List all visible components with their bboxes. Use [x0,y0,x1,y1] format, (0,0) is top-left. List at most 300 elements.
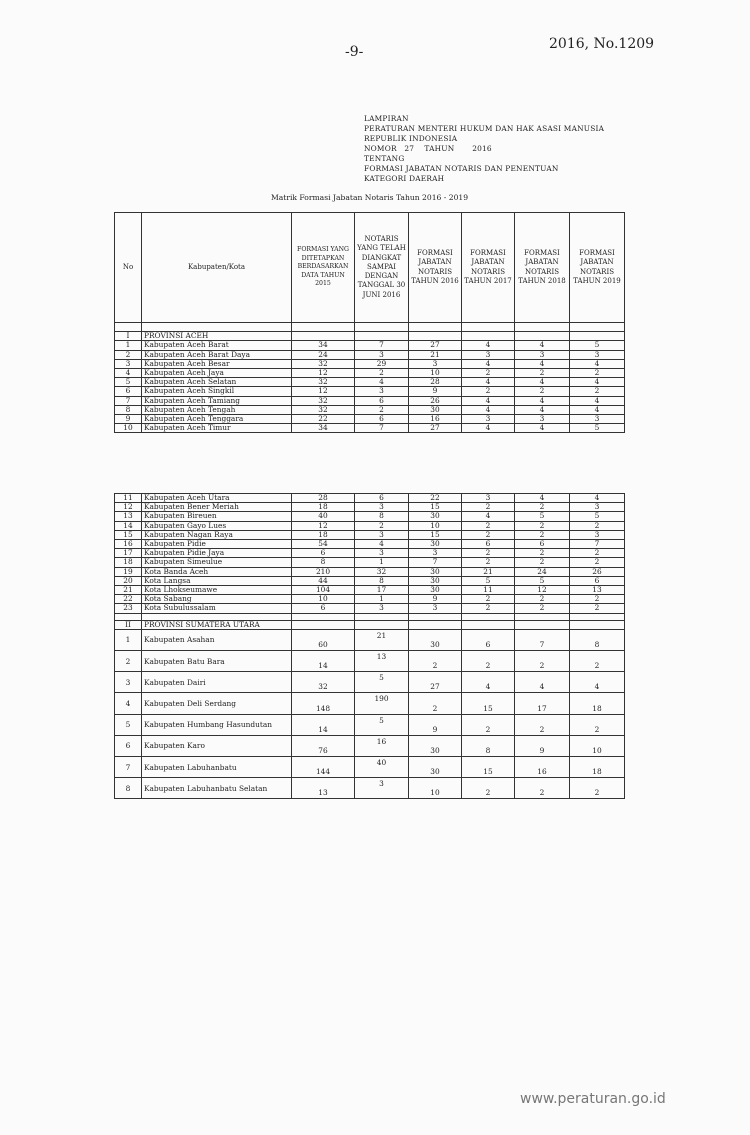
cell-formasi-2016: 27 [409,424,462,433]
cell-notaris-diangkat: 1 [355,558,409,567]
cell-formasi-2019: 5 [570,512,625,521]
table-row [115,424,625,433]
cell-formasi-2018: 16 [515,756,570,777]
cell-notaris-diangkat: 190 [355,693,409,714]
cell-no: 6 [115,735,142,756]
formasi-table-part-1 [114,212,625,433]
cell-no: 19 [115,567,142,576]
cell-formasi-2018 [515,332,570,341]
cell-formasi-2018: 12 [515,586,570,595]
cell-formasi-2019: 4 [570,494,625,503]
cell-notaris-diangkat: 2 [355,369,409,378]
cell-formasi-2018: 2 [515,549,570,558]
cell-kabupaten: Kabupaten Aceh Selatan [142,378,292,387]
cell-formasi-2017: 5 [462,576,515,585]
cell-formasi-2017: 2 [462,369,515,378]
cell-kabupaten: Kabupaten Aceh Barat [142,341,292,350]
table-row [115,350,625,359]
cell-formasi-2017: 4 [462,512,515,521]
cell-formasi-2016: 28 [409,378,462,387]
cell-formasi-2016: 3 [409,549,462,558]
cell-formasi-2015: 32 [292,405,355,414]
cell-kabupaten: Kabupaten Batu Bara [142,651,292,672]
cell-formasi-2016: 2 [409,693,462,714]
cell-no: 13 [115,512,142,521]
cell-no: 16 [115,540,142,549]
lampiran-line: NOMOR 27 TAHUN 2016 [364,144,492,153]
cell-formasi-2018: 4 [515,341,570,350]
cell-formasi-2017: 2 [462,387,515,396]
cell-no: 1 [115,341,142,350]
cell-notaris-diangkat: 5 [355,672,409,693]
cell-kabupaten: Kabupaten Labuhanbatu Selatan [142,778,292,799]
table-row [115,396,625,405]
cell-formasi-2015: 32 [292,396,355,405]
cell-formasi-2018: 4 [515,424,570,433]
cell-formasi-2018: 5 [515,576,570,585]
col-header-kabupaten: Kabupaten/Kota [142,213,292,323]
cell-formasi-2019: 18 [570,756,625,777]
empty-cell [115,613,142,620]
cell-notaris-diangkat: 8 [355,512,409,521]
cell-notaris-diangkat: 3 [355,778,409,799]
province-row [115,620,625,629]
cell-formasi-2016: 30 [409,512,462,521]
cell-kabupaten: Kabupaten Asahan [142,629,292,650]
cell-formasi-2018: 2 [515,521,570,530]
cell-formasi-2015: 76 [292,735,355,756]
cell-formasi-2018: 2 [515,604,570,613]
cell-no: 7 [115,396,142,405]
cell-formasi-2018: 4 [515,405,570,414]
cell-formasi-2019: 26 [570,567,625,576]
cell-formasi-2015: 18 [292,530,355,539]
cell-formasi-2015: 40 [292,512,355,521]
cell-formasi-2019: 2 [570,521,625,530]
cell-formasi-2017: 3 [462,494,515,503]
cell-notaris-diangkat: 3 [355,503,409,512]
cell-formasi-2017: 4 [462,672,515,693]
col-header-formasi-2017: FORMASI JABATAN NOTARIS TAHUN 2017 [462,213,515,323]
cell-notaris-diangkat: 17 [355,586,409,595]
cell-formasi-2015: 60 [292,629,355,650]
cell-notaris-diangkat: 6 [355,494,409,503]
empty-cell [409,613,462,620]
cell-kabupaten: Kabupaten Aceh Jaya [142,369,292,378]
cell-kabupaten: Kabupaten Aceh Tenggara [142,415,292,424]
table-row [115,549,625,558]
cell-formasi-2019: 2 [570,595,625,604]
cell-no: 5 [115,378,142,387]
cell-kabupaten: Kabupaten Labuhanbatu [142,756,292,777]
cell-formasi-2017: 2 [462,521,515,530]
cell-formasi-2017: 2 [462,503,515,512]
cell-formasi-2019: 2 [570,549,625,558]
table-row [115,604,625,613]
cell-no: 6 [115,387,142,396]
table-row [115,651,625,672]
cell-formasi-2017: 11 [462,586,515,595]
empty-cell [515,620,570,629]
table-row [115,387,625,396]
cell-formasi-2015: 13 [292,778,355,799]
cell-notaris-diangkat: 3 [355,549,409,558]
cell-no: 22 [115,595,142,604]
cell-formasi-2019: 2 [570,651,625,672]
cell-notaris-diangkat: 5 [355,714,409,735]
cell-kabupaten: Kota Subulussalam [142,604,292,613]
cell-formasi-2016: 27 [409,672,462,693]
cell-formasi-2018: 2 [515,558,570,567]
cell-formasi-2015: 10 [292,595,355,604]
cell-no: 23 [115,604,142,613]
cell-notaris-diangkat: 2 [355,405,409,414]
empty-cell [355,620,409,629]
cell-no: 12 [115,503,142,512]
cell-formasi-2019: 3 [570,503,625,512]
cell-no: II [115,620,142,629]
table-row [115,378,625,387]
cell-formasi-2017: 2 [462,714,515,735]
cell-kabupaten: Kabupaten Bireuen [142,512,292,521]
cell-kabupaten: Kabupaten Aceh Timur [142,424,292,433]
cell-no: 20 [115,576,142,585]
table-row [115,595,625,604]
cell-kabupaten: Kabupaten Pidie Jaya [142,549,292,558]
cell-formasi-2017: 2 [462,778,515,799]
cell-formasi-2017: 3 [462,350,515,359]
cell-notaris-diangkat: 29 [355,359,409,368]
cell-no: 3 [115,359,142,368]
cell-formasi-2015: 32 [292,672,355,693]
cell-notaris-diangkat: 3 [355,604,409,613]
province-row [115,332,625,341]
cell-formasi-2015: 6 [292,549,355,558]
cell-formasi-2015 [292,332,355,341]
cell-formasi-2018: 2 [515,778,570,799]
cell-formasi-2017: 2 [462,549,515,558]
cell-notaris-diangkat: 3 [355,350,409,359]
cell-formasi-2018: 2 [515,369,570,378]
lampiran-line: TENTANG [364,154,405,163]
table-row [115,512,625,521]
cell-formasi-2015: 12 [292,369,355,378]
cell-notaris-diangkat: 8 [355,576,409,585]
cell-no: 15 [115,530,142,539]
cell-formasi-2016: 3 [409,604,462,613]
table-row [115,405,625,414]
cell-notaris-diangkat: 6 [355,396,409,405]
cell-formasi-2016: 7 [409,558,462,567]
cell-kabupaten: Kabupaten Nagan Raya [142,530,292,539]
cell-kabupaten: PROVINSI SUMATERA UTARA [142,620,292,629]
empty-cell [355,613,409,620]
cell-notaris-diangkat: 16 [355,735,409,756]
cell-formasi-2019: 5 [570,341,625,350]
spacer-row [115,613,625,620]
cell-formasi-2017: 6 [462,629,515,650]
cell-no: 2 [115,350,142,359]
cell-formasi-2017: 4 [462,359,515,368]
table-row [115,558,625,567]
cell-notaris-diangkat: 6 [355,415,409,424]
cell-formasi-2018: 4 [515,359,570,368]
cell-formasi-2016: 27 [409,341,462,350]
cell-formasi-2015: 12 [292,387,355,396]
cell-formasi-2016: 30 [409,540,462,549]
table-row [115,494,625,503]
cell-formasi-2015: 14 [292,651,355,672]
cell-formasi-2018: 4 [515,672,570,693]
lampiran-line: LAMPIRAN [364,114,409,123]
cell-kabupaten: Kabupaten Dairi [142,672,292,693]
cell-formasi-2019: 8 [570,629,625,650]
cell-formasi-2016: 15 [409,503,462,512]
cell-formasi-2017: 2 [462,651,515,672]
cell-formasi-2015: 32 [292,378,355,387]
cell-no: 8 [115,405,142,414]
cell-formasi-2019: 4 [570,359,625,368]
cell-formasi-2017 [462,332,515,341]
cell-formasi-2016: 9 [409,387,462,396]
lampiran-line: REPUBLIK INDONESIA [364,134,458,143]
cell-no: 17 [115,549,142,558]
cell-no: 10 [115,424,142,433]
cell-formasi-2019: 2 [570,778,625,799]
cell-formasi-2018: 4 [515,378,570,387]
cell-no: 4 [115,369,142,378]
cell-formasi-2016: 9 [409,714,462,735]
empty-cell [292,613,355,620]
cell-formasi-2018: 24 [515,567,570,576]
cell-formasi-2019: 18 [570,693,625,714]
cell-kabupaten: Kabupaten Humbang Hasundutan [142,714,292,735]
cell-kabupaten: Kabupaten Karo [142,735,292,756]
cell-kabupaten: PROVINSI ACEH [142,332,292,341]
cell-notaris-diangkat: 40 [355,756,409,777]
col-header-formasi-2019: FORMASI JABATAN NOTARIS TAHUN 2019 [570,213,625,323]
cell-formasi-2016: 22 [409,494,462,503]
cell-no: 5 [115,714,142,735]
cell-formasi-2019: 2 [570,369,625,378]
cell-formasi-2016: 10 [409,778,462,799]
cell-formasi-2015: 32 [292,359,355,368]
cell-formasi-2016 [409,332,462,341]
lampiran-line: FORMASI JABATAN NOTARIS DAN PENENTUAN [364,164,559,173]
cell-kabupaten: Kota Langsa [142,576,292,585]
cell-formasi-2018: 4 [515,494,570,503]
footer-url: www.peraturan.go.id [520,1091,666,1107]
cell-formasi-2015: 6 [292,604,355,613]
cell-formasi-2015: 34 [292,341,355,350]
cell-formasi-2018: 3 [515,415,570,424]
cell-notaris-diangkat: 2 [355,521,409,530]
cell-formasi-2016: 10 [409,369,462,378]
cell-formasi-2015: 210 [292,567,355,576]
table-row [115,359,625,368]
cell-formasi-2016: 3 [409,359,462,368]
cell-formasi-2015: 14 [292,714,355,735]
cell-formasi-2019: 2 [570,604,625,613]
empty-cell [142,613,292,620]
cell-formasi-2016: 26 [409,396,462,405]
cell-no: 14 [115,521,142,530]
cell-formasi-2017: 8 [462,735,515,756]
cell-no: 8 [115,778,142,799]
page-number: -9- [345,44,364,60]
cell-formasi-2019: 3 [570,415,625,424]
cell-notaris-diangkat: 7 [355,424,409,433]
table-row [115,586,625,595]
cell-no: 7 [115,756,142,777]
table-row [115,693,625,714]
document-reference: 2016, No.1209 [549,36,655,52]
cell-formasi-2019: 2 [570,387,625,396]
cell-formasi-2016: 16 [409,415,462,424]
cell-formasi-2019: 10 [570,735,625,756]
cell-notaris-diangkat [355,332,409,341]
cell-formasi-2018: 2 [515,595,570,604]
cell-kabupaten: Kabupaten Gayo Lues [142,521,292,530]
cell-kabupaten: Kabupaten Aceh Tengah [142,405,292,414]
cell-kabupaten: Kabupaten Bener Meriah [142,503,292,512]
cell-kabupaten: Kabupaten Deli Serdang [142,693,292,714]
cell-kabupaten: Kabupaten Aceh Barat Daya [142,350,292,359]
spacer-row [115,323,625,332]
cell-formasi-2015: 12 [292,521,355,530]
cell-formasi-2016: 30 [409,567,462,576]
cell-kabupaten: Kabupaten Aceh Besar [142,359,292,368]
cell-formasi-2017: 4 [462,405,515,414]
col-header-no: No [115,213,142,323]
cell-formasi-2017: 4 [462,424,515,433]
table-row [115,415,625,424]
cell-formasi-2018: 9 [515,735,570,756]
cell-kabupaten: Kabupaten Pidie [142,540,292,549]
cell-formasi-2017: 2 [462,558,515,567]
empty-cell [409,620,462,629]
cell-notaris-diangkat: 4 [355,540,409,549]
cell-formasi-2016: 30 [409,576,462,585]
cell-notaris-diangkat: 3 [355,530,409,539]
col-header-formasi-2018: FORMASI JABATAN NOTARIS TAHUN 2018 [515,213,570,323]
cell-formasi-2015: 104 [292,586,355,595]
cell-formasi-2017: 4 [462,341,515,350]
cell-formasi-2015: 148 [292,693,355,714]
cell-formasi-2016: 30 [409,405,462,414]
cell-no: 9 [115,415,142,424]
cell-formasi-2018: 7 [515,629,570,650]
empty-cell [515,613,570,620]
col-header-notaris-diangkat: NOTARIS YANG TELAH DIANGKAT SAMPAI DENGAN TANGGAL 30 JUNI 2016 [355,213,409,323]
lampiran-block [364,114,604,184]
table-row [115,530,625,539]
cell-formasi-2016: 15 [409,530,462,539]
cell-formasi-2019: 3 [570,350,625,359]
table-row [115,714,625,735]
table-row [115,629,625,650]
empty-cell [292,620,355,629]
col-header-formasi-2015: FORMASI YANG DITETAPKAN BERDASARKAN DATA TAHUN 2015 [292,213,355,323]
cell-formasi-2015: 54 [292,540,355,549]
empty-cell [570,613,625,620]
cell-no: 11 [115,494,142,503]
matrix-title: Matrik Formasi Jabatan Notaris Tahun 2016 - 2019 [271,193,469,202]
lampiran-line: KATEGORI DAERAH [364,174,445,183]
table-row [115,567,625,576]
cell-formasi-2015: 34 [292,424,355,433]
cell-formasi-2018: 2 [515,387,570,396]
table-row [115,756,625,777]
cell-formasi-2015: 18 [292,503,355,512]
cell-notaris-diangkat: 4 [355,378,409,387]
table-row [115,503,625,512]
table-row [115,672,625,693]
cell-kabupaten: Kabupaten Simeulue [142,558,292,567]
table-row [115,778,625,799]
empty-cell [462,620,515,629]
cell-no: 1 [115,629,142,650]
cell-kabupaten: Kota Banda Aceh [142,567,292,576]
table-row [115,341,625,350]
cell-formasi-2016: 10 [409,521,462,530]
cell-formasi-2018: 2 [515,651,570,672]
cell-notaris-diangkat: 13 [355,651,409,672]
cell-formasi-2016: 30 [409,586,462,595]
table-row [115,576,625,585]
cell-no: I [115,332,142,341]
cell-formasi-2018: 17 [515,693,570,714]
cell-formasi-2019: 5 [570,424,625,433]
col-header-formasi-2016: FORMASI JABATAN NOTARIS TAHUN 2016 [409,213,462,323]
cell-formasi-2016: 2 [409,651,462,672]
cell-formasi-2019: 4 [570,672,625,693]
cell-no: 18 [115,558,142,567]
cell-formasi-2018: 3 [515,350,570,359]
table-row [115,735,625,756]
cell-formasi-2015: 8 [292,558,355,567]
cell-formasi-2016: 30 [409,735,462,756]
cell-formasi-2017: 3 [462,415,515,424]
cell-formasi-2018: 2 [515,503,570,512]
cell-formasi-2017: 21 [462,567,515,576]
lampiran-line: PERATURAN MENTERI HUKUM DAN HAK ASASI MANUSIA [364,124,605,133]
cell-formasi-2019: 13 [570,586,625,595]
cell-formasi-2015: 24 [292,350,355,359]
cell-formasi-2016: 21 [409,350,462,359]
cell-formasi-2018: 2 [515,714,570,735]
cell-formasi-2019 [570,332,625,341]
cell-formasi-2017: 6 [462,540,515,549]
cell-no: 4 [115,693,142,714]
cell-formasi-2015: 22 [292,415,355,424]
cell-formasi-2015: 44 [292,576,355,585]
cell-notaris-diangkat: 7 [355,341,409,350]
cell-no: 2 [115,651,142,672]
cell-formasi-2019: 3 [570,530,625,539]
cell-kabupaten: Kabupaten Aceh Singkil [142,387,292,396]
cell-notaris-diangkat: 21 [355,629,409,650]
cell-formasi-2017: 2 [462,530,515,539]
cell-formasi-2017: 2 [462,604,515,613]
cell-formasi-2019: 6 [570,576,625,585]
cell-no: 3 [115,672,142,693]
cell-notaris-diangkat: 3 [355,387,409,396]
cell-kabupaten: Kota Sabang [142,595,292,604]
cell-formasi-2016: 30 [409,629,462,650]
table-row [115,521,625,530]
cell-formasi-2019: 2 [570,714,625,735]
